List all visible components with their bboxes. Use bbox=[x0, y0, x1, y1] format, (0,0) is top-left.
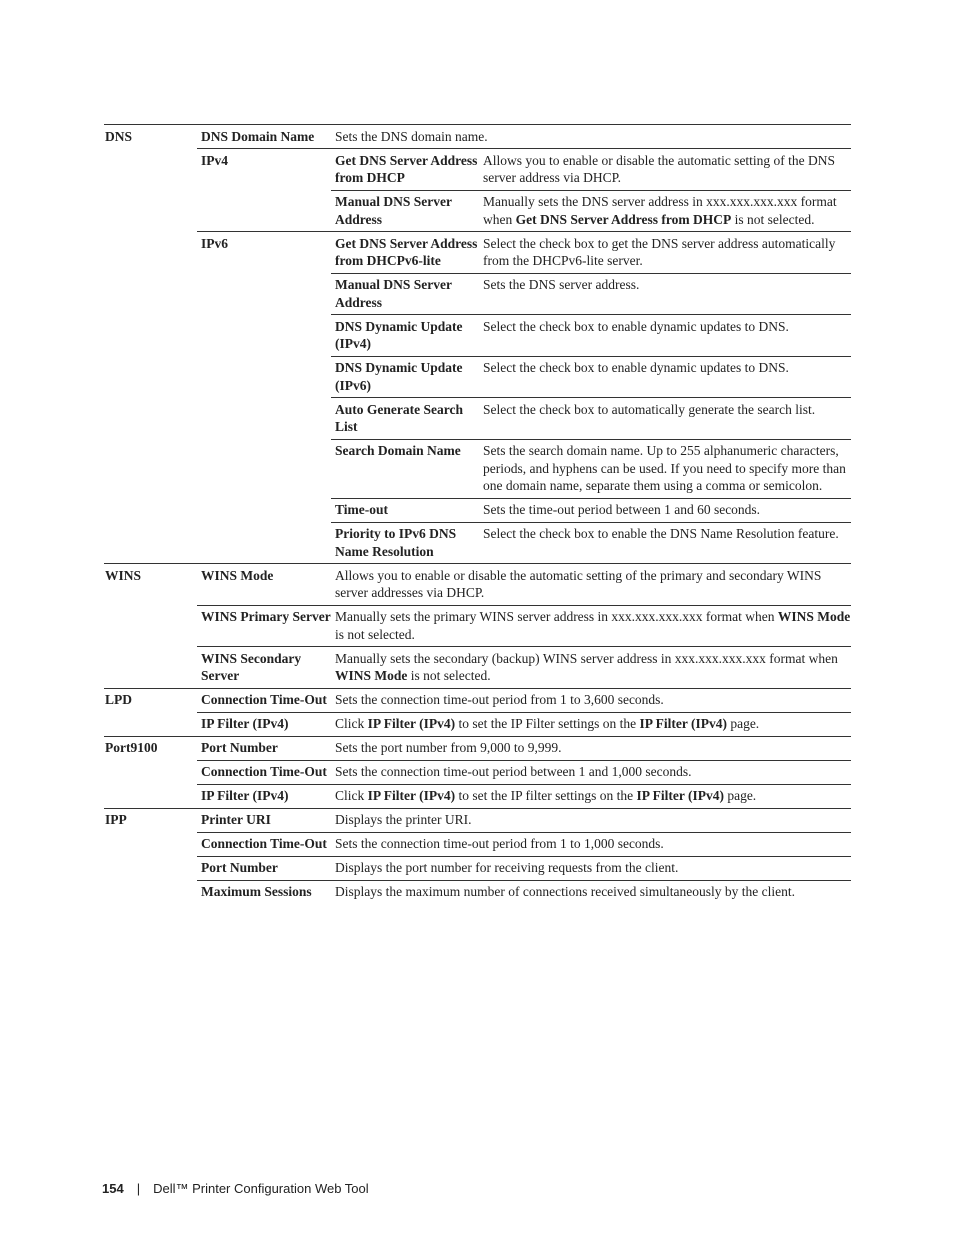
page-footer bbox=[102, 1181, 369, 1196]
setting-description: Manually sets the DNS server address in xxx.xxx.xxx.xxx format when Get DNS Server Address from DHCP is not selected. bbox=[479, 190, 851, 232]
setting-name: Port Number bbox=[197, 856, 331, 880]
table-row bbox=[104, 647, 851, 689]
setting-name: Auto Generate Search List bbox=[331, 398, 479, 440]
setting-description: Select the check box to get the DNS server address automatically from the DHCPv6-lite server. bbox=[479, 232, 851, 274]
setting-description: Sets the search domain name. Up to 255 alphanumeric characters, periods, and hyphens can be used. If you need to specify more than one domain name, separate them using a comma or semicolon. bbox=[479, 439, 851, 498]
setting-description: Sets the DNS domain name. bbox=[331, 125, 851, 149]
setting-name: Connection Time-Out bbox=[197, 760, 331, 784]
group-label-ipp: IPP bbox=[104, 808, 197, 904]
table-row bbox=[104, 688, 851, 712]
table-row bbox=[104, 605, 851, 647]
setting-description: Displays the port number for receiving requests from the client. bbox=[331, 856, 851, 880]
page-number: 154 bbox=[102, 1181, 124, 1196]
setting-description: Displays the maximum number of connections received simultaneously by the client. bbox=[331, 880, 851, 904]
setting-description: Click IP Filter (IPv4) to set the IP Filter settings on the IP Filter (IPv4) page. bbox=[331, 712, 851, 736]
subgroup-label-ipv6: IPv6 bbox=[197, 232, 331, 564]
setting-name: Maximum Sessions bbox=[197, 880, 331, 904]
setting-name: Connection Time-Out bbox=[197, 832, 331, 856]
table-row bbox=[104, 832, 851, 856]
settings-table bbox=[104, 124, 851, 904]
settings-table-section bbox=[104, 124, 851, 904]
setting-name: IP Filter (IPv4) bbox=[197, 784, 331, 808]
setting-name: Get DNS Server Address from DHCP bbox=[331, 149, 479, 191]
setting-name: WINS Primary Server bbox=[197, 605, 331, 647]
table-row bbox=[104, 760, 851, 784]
table-row bbox=[104, 149, 851, 191]
setting-name: Time-out bbox=[331, 498, 479, 522]
setting-description: Sets the DNS server address. bbox=[479, 273, 851, 315]
setting-name: Printer URI bbox=[197, 808, 331, 832]
setting-name: Connection Time-Out bbox=[197, 688, 331, 712]
setting-name: Get DNS Server Address from DHCPv6-lite bbox=[331, 232, 479, 274]
setting-name: IP Filter (IPv4) bbox=[197, 712, 331, 736]
setting-description: Sets the port number from 9,000 to 9,999. bbox=[331, 736, 851, 760]
table-row bbox=[104, 856, 851, 880]
table-row bbox=[104, 125, 851, 149]
setting-description: Select the check box to enable the DNS Name Resolution feature. bbox=[479, 522, 851, 564]
setting-description: Allows you to enable or disable the automatic setting of the DNS server address via DHCP. bbox=[479, 149, 851, 191]
setting-description: Click IP Filter (IPv4) to set the IP filter settings on the IP Filter (IPv4) page. bbox=[331, 784, 851, 808]
table-row bbox=[104, 808, 851, 832]
setting-description: Allows you to enable or disable the automatic setting of the primary and secondary WINS server addresses via DHCP. bbox=[331, 564, 851, 606]
table-row bbox=[104, 232, 851, 274]
setting-name: Manual DNS Server Address bbox=[331, 190, 479, 232]
setting-description: Select the check box to automatically generate the search list. bbox=[479, 398, 851, 440]
setting-name: DNS Dynamic Update (IPv6) bbox=[331, 356, 479, 398]
setting-description: Displays the printer URI. bbox=[331, 808, 851, 832]
footer-title: Dell™ Printer Configuration Web Tool bbox=[153, 1181, 369, 1196]
setting-name: Port Number bbox=[197, 736, 331, 760]
setting-name: Manual DNS Server Address bbox=[331, 273, 479, 315]
setting-description: Select the check box to enable dynamic updates to DNS. bbox=[479, 356, 851, 398]
table-row bbox=[104, 712, 851, 736]
setting-description: Sets the connection time-out period from 1 to 3,600 seconds. bbox=[331, 688, 851, 712]
group-label-dns: DNS bbox=[104, 125, 197, 564]
setting-description: Select the check box to enable dynamic updates to DNS. bbox=[479, 315, 851, 357]
group-label-wins: WINS bbox=[104, 564, 197, 689]
setting-description: Manually sets the secondary (backup) WINS server address in xxx.xxx.xxx.xxx format when WINS Mode is not selected. bbox=[331, 647, 851, 689]
setting-name: DNS Dynamic Update (IPv4) bbox=[331, 315, 479, 357]
setting-name: WINS Secondary Server bbox=[197, 647, 331, 689]
table-row bbox=[104, 784, 851, 808]
group-label-lpd: LPD bbox=[104, 688, 197, 736]
footer-separator: | bbox=[136, 1181, 141, 1196]
subgroup-label-ipv4: IPv4 bbox=[197, 149, 331, 232]
setting-description: Manually sets the primary WINS server address in xxx.xxx.xxx.xxx format when WINS Mode is not selected. bbox=[331, 605, 851, 647]
setting-name: DNS Domain Name bbox=[197, 125, 331, 149]
group-label-port9100: Port9100 bbox=[104, 736, 197, 808]
setting-description: Sets the connection time-out period between 1 and 1,000 seconds. bbox=[331, 760, 851, 784]
setting-name: WINS Mode bbox=[197, 564, 331, 606]
table-row bbox=[104, 564, 851, 606]
setting-description: Sets the time-out period between 1 and 60 seconds. bbox=[479, 498, 851, 522]
setting-name: Priority to IPv6 DNS Name Resolution bbox=[331, 522, 479, 564]
table-row bbox=[104, 880, 851, 904]
table-row bbox=[104, 736, 851, 760]
setting-name: Search Domain Name bbox=[331, 439, 479, 498]
setting-description: Sets the connection time-out period from 1 to 1,000 seconds. bbox=[331, 832, 851, 856]
